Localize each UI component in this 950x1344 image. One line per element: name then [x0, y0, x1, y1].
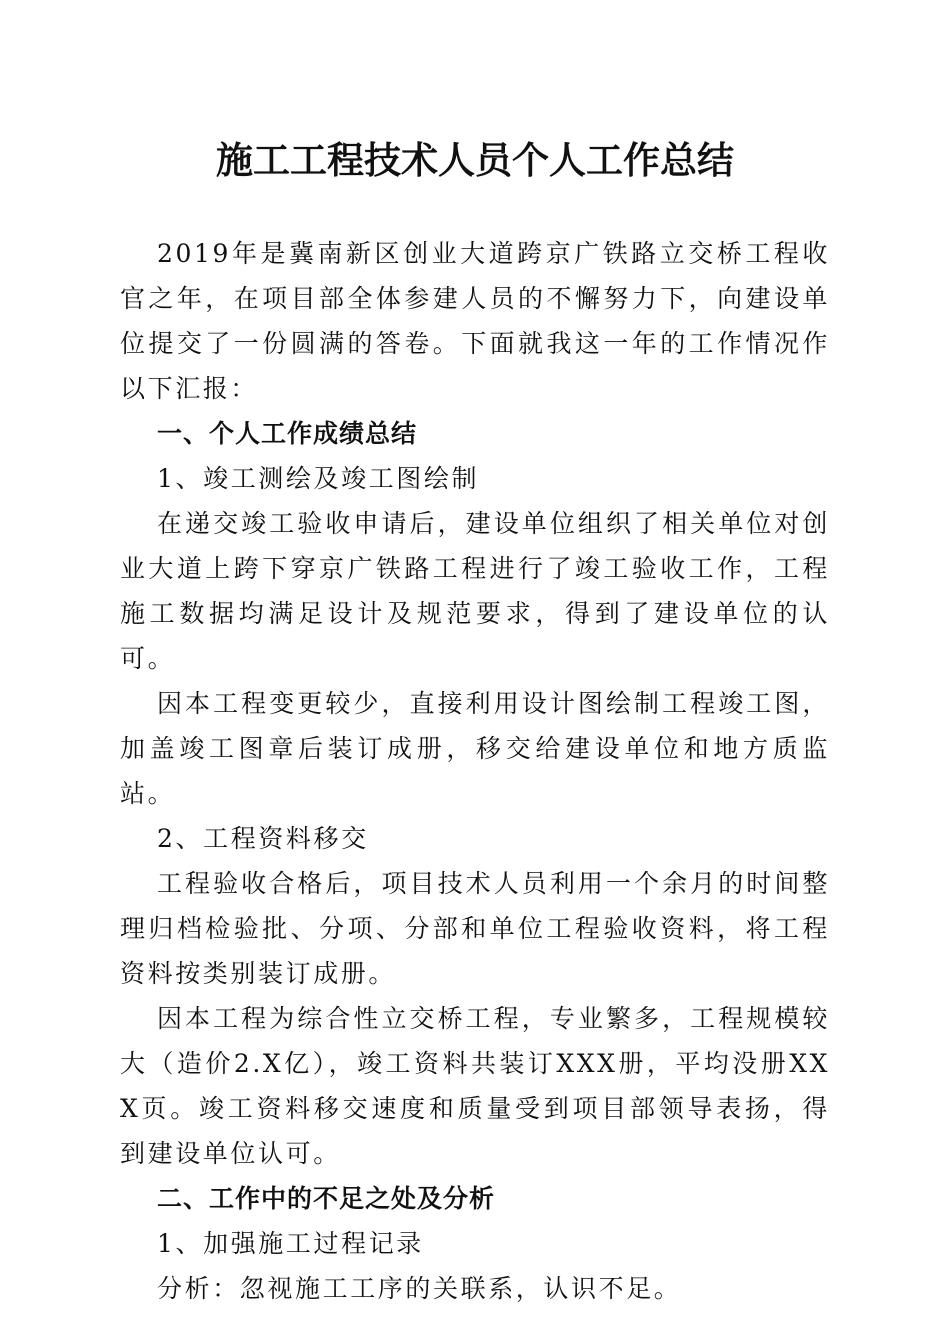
paragraph: 在递交竣工验收申请后，建设单位组织了相关单位对创业大道上跨下穿京广铁路工程进行了竣工验收工作，工程施工数据均满足设计及规范要求，得到了建设单位的认可。: [120, 509, 830, 673]
document-body: [120, 231, 830, 1311]
paragraph: 工程验收合格后，项目技术人员利用一个余月的时间整理归档检验批、分项、分部和单位工程验收资料，将工程资料按类别装订成册。: [120, 869, 830, 988]
paragraph: 因本工程为综合性立交桥工程，专业繁多，工程规模较大（造价2.X亿），竣工资料共装订XXX册，平均没册XXX页。竣工资料移交速度和质量受到项目部领导表扬，得到建设单位认可。: [120, 1004, 830, 1168]
subheading: 1、竣工测绘及竣工图绘制: [157, 464, 480, 493]
paragraph: 2019年是冀南新区创业大道跨京广铁路立交桥工程收官之年，在项目部全体参建人员的不懈努力下，向建设单位提交了一份圆满的答卷。下面就我这一年的工作情况作以下汇报：: [120, 239, 830, 403]
paragraph: 分析：忽视施工工序的关联系，认识不足。: [157, 1274, 682, 1303]
section-heading: 二、工作中的不足之处及分析: [157, 1184, 496, 1213]
subheading: 2、工程资料移交: [157, 824, 369, 853]
section-heading: 一、个人工作成绩总结: [157, 419, 418, 448]
document-title: 施工工程技术人员个人工作总结: [216, 138, 734, 182]
paragraph: 因本工程变更较少，直接利用设计图绘制工程竣工图，加盖竣工图章后装订成册，移交给建设单位和地方质监站。: [120, 689, 830, 808]
subheading: 1、加强施工过程记录: [157, 1229, 424, 1258]
